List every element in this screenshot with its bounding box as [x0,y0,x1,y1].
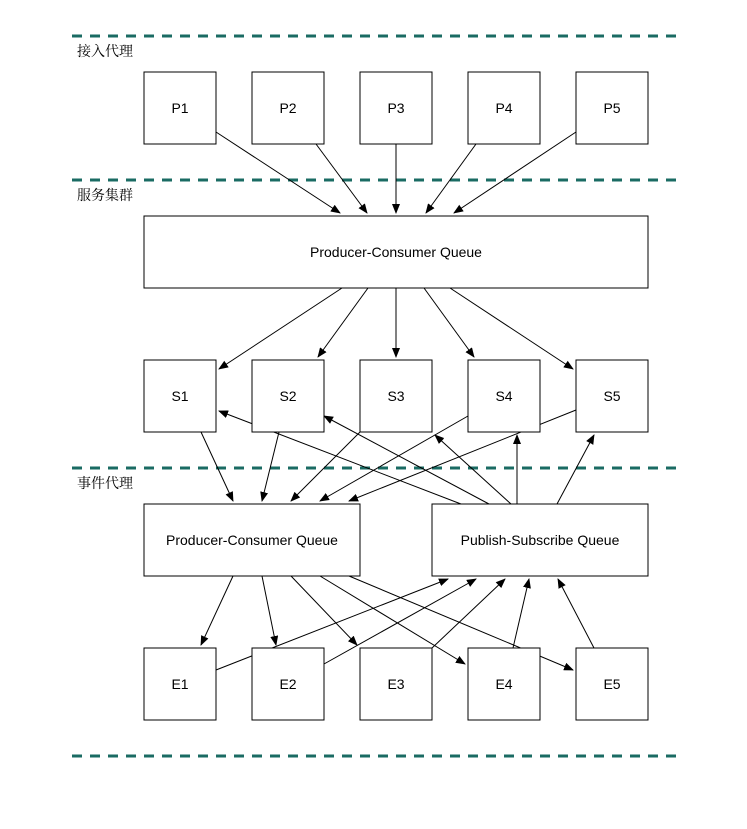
node-s4 [468,360,540,432]
node-e3 [360,648,432,720]
node-s4-label: S4 [495,388,513,404]
edge-pcq-to-e3 [291,576,357,645]
edge-q1-to-s5 [450,288,573,369]
node-e5 [576,648,648,720]
node-p1-label: P1 [171,100,189,116]
node-e4 [468,648,540,720]
node-s1-label: S1 [171,388,189,404]
node-s5-label: S5 [603,388,621,404]
edge-e4-to-psq [513,579,529,648]
node-producer-consumer-queue [144,504,360,576]
node-e1 [144,648,216,720]
node-e4-label: E4 [495,676,513,692]
node-e2 [252,648,324,720]
node-p3 [360,72,432,144]
edge-q1-to-s1 [219,288,342,369]
edge-pcq-to-e2 [262,576,276,645]
node-p2 [252,72,324,144]
edge-e5-to-psq [558,579,594,648]
node-p5 [576,72,648,144]
node-publish-subscribe-queue-label: Publish-Subscribe Queue [460,532,620,548]
node-e1-label: E1 [171,676,189,692]
node-s5 [576,360,648,432]
node-s2-label: S2 [279,388,297,404]
node-s3 [360,360,432,432]
layer-label-service: 服务集群 [77,188,133,204]
edge-pcq-to-e1 [201,576,233,645]
node-e5-label: E5 [603,676,621,692]
node-p5-label: P5 [603,100,621,116]
layer-label-access: 接入代理 [77,44,133,60]
node-s1 [144,360,216,432]
node-p3-label: P3 [387,100,405,116]
node-e2-label: E2 [279,676,297,692]
node-p4-label: P4 [495,100,513,116]
node-service-queue-label: Producer-Consumer Queue [310,244,482,260]
node-e3-label: E3 [387,676,405,692]
node-p4 [468,72,540,144]
node-s3-label: S3 [387,388,405,404]
node-s2 [252,360,324,432]
node-publish-subscribe-queue [432,504,648,576]
layer-label-event: 事件代理 [77,476,133,492]
edge-e3-to-psq [432,579,505,648]
edge-psq-to-s3 [435,435,511,504]
node-p1 [144,72,216,144]
node-producer-consumer-queue-label: Producer-Consumer Queue [166,532,338,548]
node-service-queue [144,216,648,288]
node-p2-label: P2 [279,100,297,116]
